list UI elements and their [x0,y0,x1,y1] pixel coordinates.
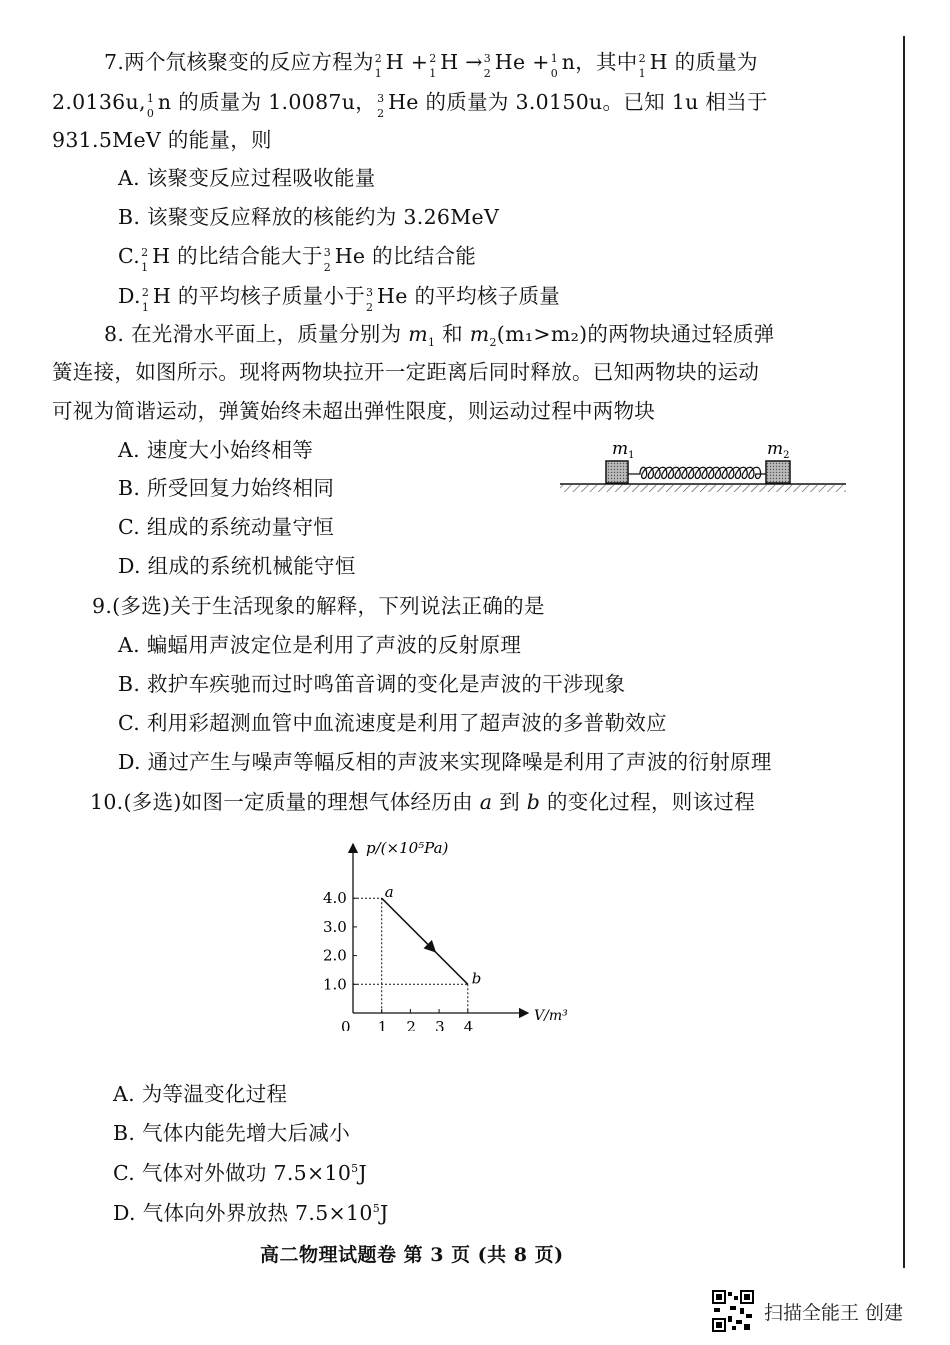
q7-stem-line2: 2.0136u, 1 0 n 的质量为 1.0087u， 3 2 He 的质量为 3.0150u。已知 1u 相当于 [52,90,768,120]
q10-option-c: C. 气体对外做功 $7.5\times 10^5J$ [113,1161,368,1185]
q7-option-b: B. 该聚变反应释放的核能约为 3.26MeV [118,205,500,229]
q10-option-b: B. 气体内能先增大后减小 [113,1121,350,1145]
x-tick-label: 1 [377,1018,388,1031]
point-label-b: b [471,969,482,988]
block-m2 [766,461,790,483]
pv-diagram [318,836,588,1031]
q8-stem-line3: 可视为简谐运动，弹簧始终未超出弹性限度，则运动过程中两物块 [52,399,656,423]
x-axis-label: V/m³ [534,1008,568,1024]
y-tick-label: 1.0 [323,975,347,994]
q8-option-d: D. 组成的系统机械能守恒 [118,554,356,578]
block-m1 [606,461,628,483]
scanner-watermark-text: 扫描全能王 创建 [764,1301,904,1324]
q9-option-c: C. 利用彩超测血管中血流速度是利用了超声波的多普勒效应 [118,711,667,735]
qr-code-icon [712,1290,754,1332]
label-m2: $m_2$ [767,439,790,461]
y-axis-label: p/(×10⁵Pa) [366,839,449,857]
process-direction-arrow [429,946,435,952]
origin-label: 0 [341,1018,351,1031]
process-line-a-to-b [382,898,468,984]
q8-option-a: A. 速度大小始终相等 [118,438,314,462]
q9-stem: 9.(多选)关于生活现象的解释，下列说法正确的是 [92,594,545,618]
q9-option-b: B. 救护车疾驰而过时鸣笛音调的变化是声波的干涉现象 [118,672,626,696]
q8-option-c: C. 组成的系统动量守恒 [118,515,335,539]
q8-stem-line1: 8. 在光滑水平面上，质量分别为 $m_1$ 和 $m_2(m_1>m_2)$的两物块通过轻质弹 [104,322,775,350]
y-tick-label: 3.0 [323,917,347,936]
q9-option-a: A. 蝙蝠用声波定位是利用了声波的反射原理 [118,633,522,657]
q10-stem: 10.(多选)如图一定质量的理想气体经历由 a 到 b 的变化过程，则该过程 [90,790,755,814]
scanner-watermark [712,1290,903,1332]
q10-option-d: D. 气体向外界放热 $7.5\times 10^5J$ [113,1201,389,1225]
q7-option-a: A. 该聚变反应过程吸收能量 [118,166,376,190]
label-m1: $m_1$ [612,439,635,461]
q10-option-a: A. 为等温变化过程 [113,1082,288,1106]
q7-stem-line1: 7.两个氘核聚变的反应方程为 2 1 H + 2 1 H → 3 2 He + 1 0 n，其中 2 1 H 的质量为 [104,50,758,80]
spring-mass-figure [556,432,851,502]
q8-option-b: B. 所受回复力始终相同 [118,476,335,500]
y-tick-label: 2.0 [323,946,347,965]
x-tick-label: 2 [406,1018,416,1031]
point-label-a: a [384,883,394,902]
x-tick-label: 4 [463,1018,474,1031]
q7-option-c: C. 2 1 H 的比结合能大于 3 2 He 的比结合能 [118,244,477,274]
spring [628,467,766,478]
margin-line [903,36,905,1268]
q8-stem-line2: 簧连接，如图所示。现将两物块拉开一定距离后同时释放。已知两物块的运动 [52,360,760,384]
q7-stem-line3: 931.5MeV 的能量，则 [52,128,272,152]
x-tick-label: 3 [435,1018,445,1031]
q7-option-d: D. 2 1 H 的平均核子质量小于 3 2 He 的平均核子质量 [118,284,561,314]
y-tick-label: 4.0 [323,889,347,908]
ground-hatch [560,485,846,492]
q9-option-d: D. 通过产生与噪声等幅反相的声波来实现降噪是利用了声波的衍射原理 [118,750,772,774]
page-footer: 高二物理试题卷 第 3 页 (共 8 页) [260,1244,564,1266]
